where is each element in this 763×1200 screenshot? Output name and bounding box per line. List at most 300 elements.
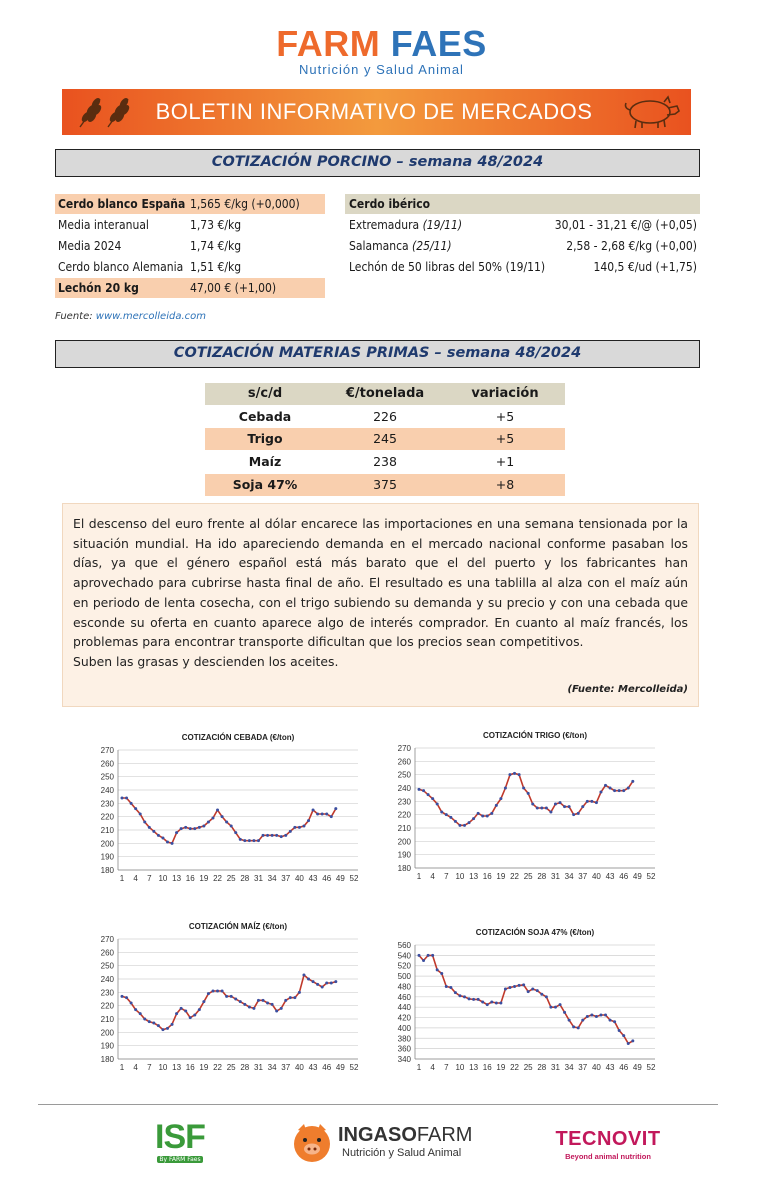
fuente-label: Fuente: [55,311,96,322]
data-point [266,834,269,837]
y-tick-label: 560 [397,941,411,950]
y-tick-label: 240 [397,784,411,793]
x-tick-label: 37 [281,874,291,883]
x-tick-label: 43 [308,1063,318,1072]
x-tick-label: 43 [605,1063,615,1072]
y-tick-label: 260 [397,757,411,767]
data-point [234,998,237,1001]
data-point [184,1010,187,1013]
tecnovit-logo [543,1128,673,1168]
porcino-row-value: 1,51 €/kg [190,260,242,274]
iberico-title [345,194,700,214]
x-tick-label: 22 [510,1063,519,1072]
y-tick-label: 400 [397,1023,411,1033]
data-point [490,1001,493,1004]
y-tick-label: 260 [100,948,114,958]
tecnovit-word: TECNOVIT [555,1128,661,1150]
y-tick-label: 190 [397,850,411,860]
x-tick-label: 28 [240,1063,250,1072]
data-point [316,983,319,986]
data-point [139,1012,142,1015]
x-tick-label: 28 [537,872,547,881]
y-tick-label: 180 [100,1055,114,1064]
isf-logo-sub: By FARM Faes [157,1156,203,1163]
farm-faes-logo [0,24,763,77]
fuente-line [55,311,206,322]
data-point [604,784,607,787]
data-point [161,837,164,840]
materias-row [205,474,565,496]
data-point [545,807,548,810]
porcino-row [55,236,325,256]
porcino-row-value: 1,565 €/kg (+0,000) [190,197,300,211]
data-point [418,788,421,791]
materias-header-cell: variación [471,386,539,401]
x-tick-label: 40 [294,1063,304,1072]
data-point [152,830,155,833]
data-point [216,990,219,993]
data-point [563,805,566,808]
x-tick-label: 22 [213,874,222,883]
chart-maiz [78,917,368,1077]
y-tick-label: 360 [397,1044,411,1054]
x-tick-label: 7 [147,1063,152,1072]
data-point [207,992,210,995]
data-point [225,821,228,824]
data-point [202,825,205,828]
x-tick-label: 1 [416,1063,422,1072]
x-tick-label: 25 [523,872,533,881]
y-tick-label: 520 [397,961,411,971]
data-point [613,789,616,792]
x-tick-label: 10 [455,872,465,881]
data-point [143,821,146,824]
x-tick-label: 7 [444,1063,449,1072]
x-tick-label: 25 [226,1063,236,1072]
x-tick-label: 37 [578,1063,588,1072]
x-tick-label: 13 [469,1063,479,1072]
x-tick-label: 25 [226,874,236,883]
data-point [431,954,434,957]
data-point [193,1014,196,1017]
data-point [307,978,310,981]
y-tick-label: 200 [397,837,411,847]
x-tick-label: 46 [619,1063,629,1072]
y-tick-label: 190 [100,852,114,862]
data-point [316,813,319,816]
x-tick-label: 19 [496,1063,506,1072]
x-tick-label: 52 [646,872,656,881]
data-point [321,813,324,816]
y-tick-label: 180 [100,866,114,875]
y-tick-label: 250 [100,961,114,971]
data-point [239,1000,242,1003]
data-point [522,983,525,986]
data-point [458,994,461,997]
x-tick-label: 16 [482,872,492,881]
data-point [284,834,287,837]
data-point [495,804,498,807]
data-point [427,793,430,796]
data-point [627,787,630,790]
y-tick-label: 460 [397,992,411,1002]
data-point [134,1008,137,1011]
footer-divider [38,1104,718,1105]
iberico-row-date: (19/11) [422,218,463,232]
x-tick-label: 19 [199,1063,209,1072]
x-tick-label: 28 [240,874,250,883]
data-point [536,989,539,992]
data-point [486,815,489,818]
data-point [252,839,255,842]
data-point [207,821,210,824]
data-point [325,813,328,816]
data-point [193,827,196,830]
data-point [445,985,448,988]
data-point [454,991,457,994]
data-point [536,807,539,810]
data-point [275,1010,278,1013]
data-point [559,801,562,804]
x-tick-label: 52 [646,1063,656,1072]
data-point [230,995,233,998]
data-point [216,809,219,812]
data-point [289,830,292,833]
y-tick-label: 270 [100,746,114,755]
materias-cell-var: +5 [495,431,515,446]
data-point [234,831,237,834]
x-tick-label: 10 [158,874,168,883]
data-point [513,985,516,988]
iberico-row [345,236,700,256]
y-tick-label: 210 [100,1015,114,1024]
porcino-row [55,194,325,214]
data-point [499,1002,502,1005]
data-point [586,800,589,803]
x-tick-label: 25 [523,1063,533,1072]
ingaso-sub: Nutrición y Salud Animal [342,1147,462,1159]
data-point [563,1011,566,1014]
data-point [157,1024,160,1027]
chart-trigo [375,726,665,886]
y-tick-label: 500 [397,972,411,982]
y-tick-label: 200 [100,1028,114,1038]
data-point [486,1003,489,1006]
logo-word-faes: FAES [390,23,487,64]
porcino-row-value: 47,00 € (+1,00) [190,281,277,295]
data-point [454,820,457,823]
materias-header-row [205,383,565,405]
data-point [125,797,128,800]
data-point [590,1013,593,1016]
y-tick-label: 240 [100,975,114,984]
data-point [211,990,214,993]
data-point [161,1028,164,1031]
chart-cebada [78,728,368,888]
x-tick-label: 40 [591,872,601,881]
y-tick-label: 480 [397,982,411,992]
iberico-row-label: Salamanca [349,239,413,253]
data-point [198,826,201,829]
data-point [175,1012,178,1015]
data-point [166,841,169,844]
x-tick-label: 13 [172,1063,182,1072]
data-point [545,995,548,998]
data-point [280,1007,283,1010]
x-tick-label: 19 [496,872,506,881]
iberico-title-text: Cerdo ibérico [349,197,431,211]
banner [62,89,691,135]
data-point [157,834,160,837]
tecnovit-sub: Beyond animal nutrition [565,1152,651,1161]
data-point [418,954,421,957]
materias-cell-var: +1 [495,454,515,469]
porcino-row-value: 1,73 €/kg [190,218,242,232]
data-point [609,1019,612,1022]
data-point [180,827,183,830]
x-tick-label: 40 [294,874,304,883]
y-tick-label: 230 [100,799,114,809]
data-point [586,1015,589,1018]
y-tick-label: 260 [100,759,114,769]
data-point [549,1006,552,1009]
data-point [171,842,174,845]
data-point [302,825,305,828]
porcino-row-label: Lechón 20 kg [58,281,139,295]
porcino-row [55,278,325,298]
banner-title: BOLETIN INFORMATIVO DE MERCADOS [155,99,593,124]
x-tick-label: 46 [619,872,629,881]
data-point [572,813,575,816]
data-point [427,954,430,957]
data-point [422,959,425,962]
data-point [121,995,124,998]
iberico-row [345,257,700,277]
iberico-row-label: Extremadura [349,218,423,232]
x-tick-label: 31 [254,874,263,883]
x-tick-label: 37 [578,872,588,881]
y-tick-label: 270 [397,744,411,753]
data-point [495,1002,498,1005]
materias-cell-name: Cebada [238,409,292,424]
fuente-link[interactable]: www.mercolleida.com [95,311,206,322]
ingaso-word: INGASO [338,1124,417,1146]
data-point [189,1016,192,1019]
data-point [559,1003,562,1006]
x-tick-label: 49 [632,872,642,881]
data-point [289,996,292,999]
y-tick-label: 220 [397,810,411,820]
data-point [293,996,296,999]
x-tick-label: 49 [632,1063,642,1072]
data-point [595,1015,598,1018]
farm-word: FARM [416,1124,473,1146]
data-point [248,1006,251,1009]
x-tick-label: 4 [133,874,138,883]
chart-title: COTIZACIÓN MAÍZ (€/ton) [188,922,288,931]
y-tick-label: 340 [397,1055,411,1064]
iberico-row-value: 140,5 €/ud (+1,75) [593,260,697,274]
materias-cell-price: 238 [373,454,397,469]
porcino-row-label: Cerdo blanco Alemania [58,260,184,274]
data-point [631,1039,634,1042]
iberico-row-label: Lechón de 50 libras del 50% (19/11) [349,260,546,274]
x-tick-label: 16 [185,1063,195,1072]
data-point [499,797,502,800]
x-tick-label: 31 [254,1063,263,1072]
y-tick-label: 380 [397,1034,411,1044]
materias-row [205,428,565,450]
x-tick-label: 34 [267,1063,277,1072]
commentary-source: (Fuente: Mercolleida) [567,684,688,695]
data-point [445,813,448,816]
porcino-row-label: Media interanual [58,218,149,232]
x-tick-label: 52 [349,1063,359,1072]
data-point [609,787,612,790]
iberico-row-value: 30,01 - 31,21 €/@ (+0,05) [554,218,697,232]
commentary-box [62,503,699,707]
iberico-row-date: (25/11) [412,239,452,253]
data-point [504,787,507,790]
x-tick-label: 31 [551,872,560,881]
data-point [554,803,557,806]
data-point [298,991,301,994]
data-point [527,792,530,795]
data-point [568,805,571,808]
isf-logo [140,1118,220,1173]
x-tick-label: 13 [469,872,479,881]
data-point [189,827,192,830]
data-point [243,839,246,842]
x-tick-label: 46 [322,874,332,883]
series-line [122,798,336,843]
data-point [518,773,521,776]
data-point [271,834,274,837]
x-tick-label: 37 [281,1063,291,1072]
data-point [463,995,466,998]
pig-face-icon [290,1120,334,1164]
data-point [540,807,543,810]
ingasofarm-logo [290,1120,490,1168]
data-point [572,1025,575,1028]
data-point [302,974,305,977]
materias-cell-price: 245 [373,431,397,446]
data-point [590,800,593,803]
data-point [449,816,452,819]
materias-row [205,406,565,428]
data-point [613,1020,616,1023]
data-point [554,1006,557,1009]
data-point [284,999,287,1002]
data-point [477,998,480,1001]
x-tick-label: 31 [551,1063,560,1072]
data-point [271,1003,274,1006]
data-point [622,789,625,792]
x-tick-label: 34 [267,874,277,883]
x-tick-label: 34 [564,1063,574,1072]
porcino-row [55,215,325,235]
porcino-row [55,257,325,277]
materias-cell-price: 375 [373,477,397,492]
data-point [152,1022,155,1025]
x-tick-label: 43 [605,872,615,881]
data-point [175,831,178,834]
y-tick-label: 210 [397,824,411,833]
iberico-row [345,215,700,235]
data-point [221,990,224,993]
x-tick-label: 7 [444,872,449,881]
pig-icon [622,94,684,130]
data-point [577,812,580,815]
x-tick-label: 46 [322,1063,332,1072]
x-tick-label: 4 [430,1063,435,1072]
x-tick-label: 43 [308,874,318,883]
materias-section-title: COTIZACIÓN MATERIAS PRIMAS – semana 48/2024 [55,340,700,368]
data-point [330,815,333,818]
data-point [531,988,534,991]
data-point [431,797,434,800]
x-tick-label: 40 [591,1063,601,1072]
logo-word-farm: FARM [276,23,381,64]
data-point [468,997,471,1000]
data-point [422,789,425,792]
data-point [325,982,328,985]
materias-cell-name: Maíz [248,454,282,469]
data-point [581,805,584,808]
data-point [180,1007,183,1010]
data-point [321,986,324,989]
data-point [436,803,439,806]
data-point [312,809,315,812]
y-tick-label: 240 [100,786,114,795]
data-point [275,834,278,837]
data-point [436,968,439,971]
iberico-row-value: 2,58 - 2,68 €/kg (+0,00) [566,239,697,253]
y-tick-label: 220 [100,1001,114,1011]
data-point [221,815,224,818]
data-point [134,807,137,810]
x-tick-label: 1 [119,1063,125,1072]
data-point [440,972,443,975]
x-tick-label: 52 [349,874,359,883]
data-point [458,824,461,827]
data-point [334,807,337,810]
y-tick-label: 200 [100,839,114,849]
y-tick-label: 250 [397,770,411,780]
chart-title: COTIZACIÓN SOJA 47% (€/ton) [475,928,595,937]
y-tick-label: 440 [397,1003,411,1013]
y-tick-label: 230 [100,988,114,998]
data-point [225,995,228,998]
data-point [440,811,443,814]
data-point [252,1007,255,1010]
y-tick-label: 420 [397,1013,411,1023]
y-tick-label: 180 [397,864,411,873]
materias-cell-price: 226 [373,409,397,424]
porcino-row-value: 1,74 €/kg [190,239,242,253]
materias-cell-var: +8 [495,477,515,492]
y-tick-label: 210 [100,826,114,835]
data-point [202,1000,205,1003]
x-tick-label: 4 [430,872,435,881]
data-point [508,986,511,989]
data-point [307,819,310,822]
data-point [599,791,602,794]
chart-title: COTIZACIÓN CEBADA (€/ton) [181,733,295,742]
data-point [577,1026,580,1029]
data-point [198,1008,201,1011]
x-tick-label: 10 [455,1063,465,1072]
